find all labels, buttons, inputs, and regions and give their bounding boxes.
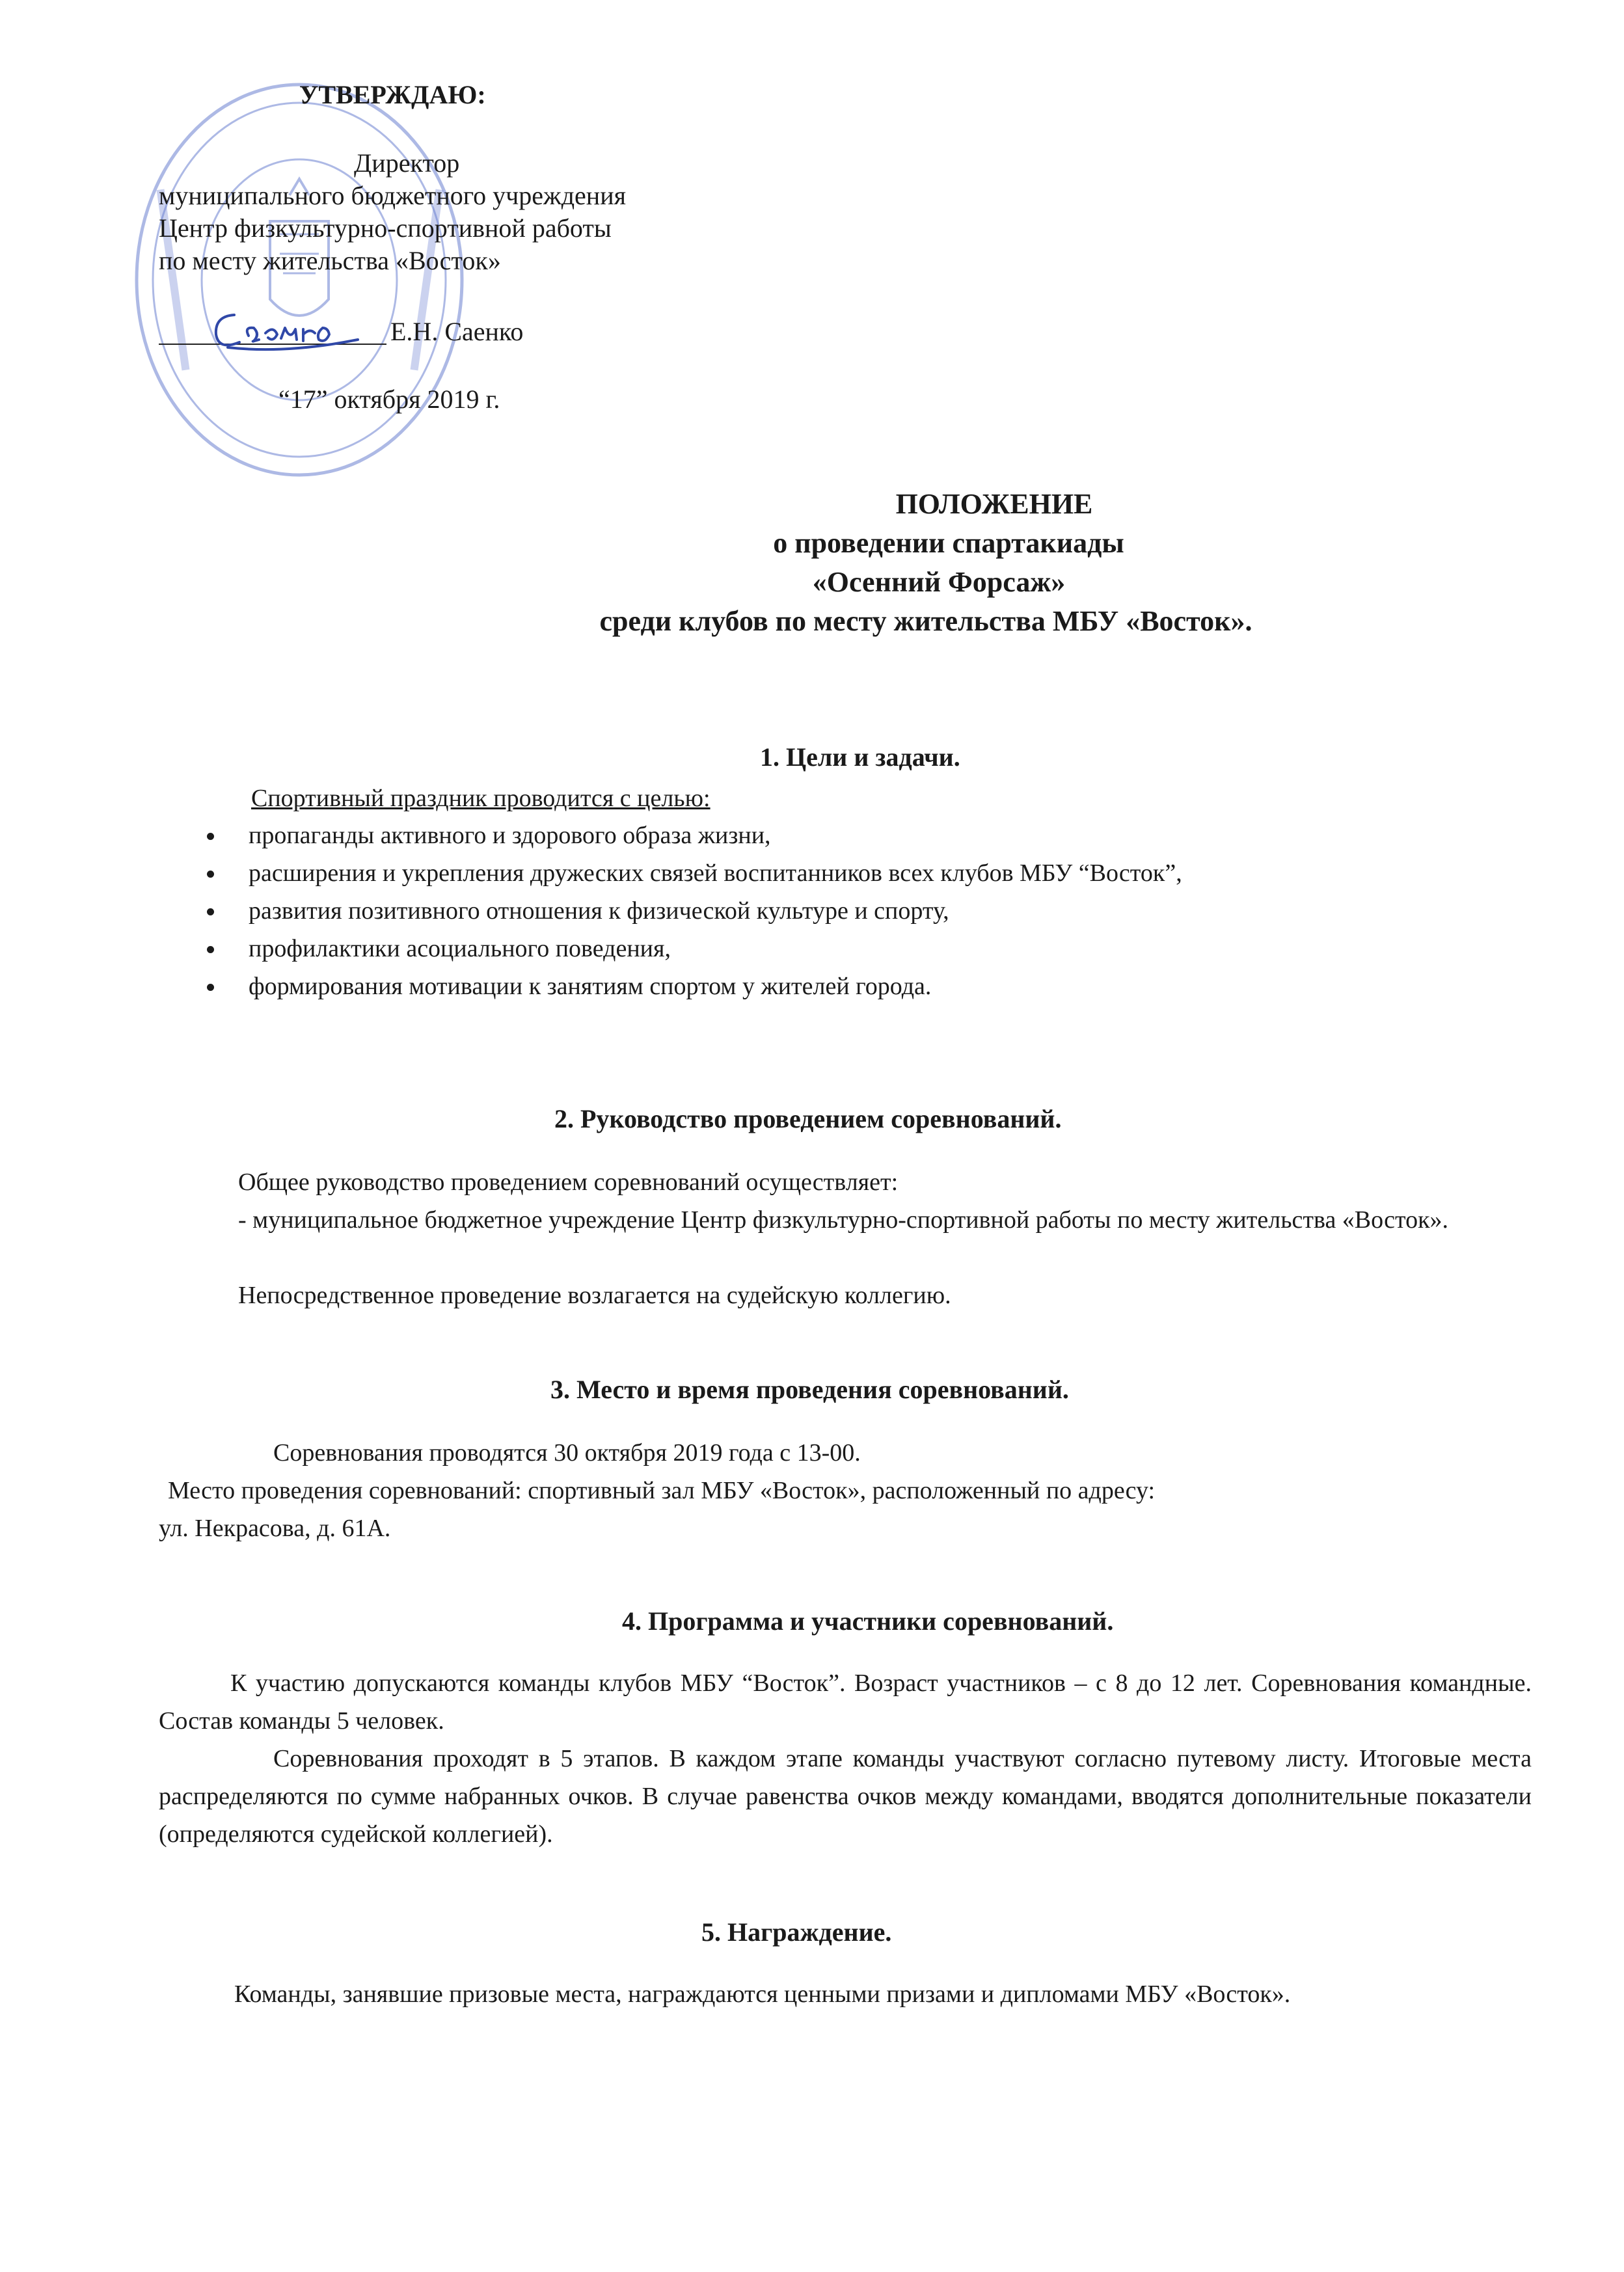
heading-line-3: «Осенний Форсаж» bbox=[812, 566, 1066, 598]
list-item: развития позитивного отношения к физической культуре и спорту, bbox=[195, 892, 1182, 930]
list-item: расширения и укрепления дружеских связей воспитанников всех клубов МБУ “Восток”, bbox=[195, 854, 1182, 892]
list-item: профилактики асоциального поведения, bbox=[195, 930, 1182, 967]
list-item: пропаганды активного и здорового образа жизни, bbox=[195, 817, 1182, 854]
approval-title: УТВЕРЖДАЮ: bbox=[299, 80, 486, 109]
approver-org-line-3: по месту жительства «Восток» bbox=[159, 246, 501, 275]
section-4-paragraph-2: Соревнования проходят в 5 этапов. В каждом этапе команды участвуют согласно путевому листу. Итоговые места распределяются по сумме набранных очков. В случае равенства очков между командами, вводятся дополнительные показатели (определяются судейской коллегией). bbox=[159, 1745, 1532, 1848]
approver-position: Директор bbox=[354, 148, 460, 178]
section-1-intro: Спортивный праздник проводится с целью: bbox=[251, 785, 710, 812]
section-3-title: 3. Место и время проведения соревнований. bbox=[550, 1375, 1069, 1404]
section-5-title: 5. Награждение. bbox=[701, 1917, 892, 1947]
section-4-title: 4. Программа и участники соревнований. bbox=[622, 1606, 1114, 1636]
section-2-paragraph-3: Непосредственное проведение возлагается на судейскую коллегию. bbox=[238, 1282, 951, 1309]
approval-date: “17” октября 2019 г. bbox=[278, 385, 500, 414]
section-1-title: 1. Цели и задачи. bbox=[760, 742, 960, 772]
signatory-name: Е.Н. Саенко bbox=[390, 317, 524, 346]
bullet-icon bbox=[207, 946, 214, 953]
bullet-icon bbox=[207, 908, 214, 915]
bullet-icon bbox=[207, 984, 214, 991]
goals-list bbox=[195, 817, 1182, 1005]
heading-line-2: о проведении спартакиады bbox=[773, 527, 1124, 559]
bullet-icon bbox=[207, 833, 214, 840]
section-3-paragraph-2: Место проведения соревнований: спортивный зал МБУ «Восток», расположенный по адресу: bbox=[168, 1477, 1156, 1504]
heading-line-4: среди клубов по месту жительства МБУ «Восток». bbox=[599, 605, 1252, 637]
section-2-paragraph-2: - муниципальное бюджетное учреждение Центр физкультурно-спортивной работы по месту жительства «Восток». bbox=[238, 1206, 1449, 1234]
section-4-paragraph-1: К участию допускаются команды клубов МБУ “Восток”. Возраст участников – с 8 до 12 лет. Соревнования командные. Состав команды 5 человек. bbox=[159, 1670, 1532, 1735]
section-3-paragraph-3: ул. Некрасова, д. 61А. bbox=[159, 1515, 391, 1542]
list-item: формирования мотивации к занятиям спортом у жителей города. bbox=[195, 967, 1182, 1005]
bullet-icon bbox=[207, 871, 214, 878]
section-3-paragraph-1: Соревнования проводятся 30 октября 2019 года с 13-00. bbox=[273, 1439, 861, 1467]
handwritten-signature bbox=[208, 302, 371, 360]
heading-line-1: ПОЛОЖЕНИЕ bbox=[895, 488, 1093, 520]
approver-org-line-1: муниципального бюджетного учреждения bbox=[159, 181, 627, 210]
section-5-paragraph-1: Команды, занявшие призовые места, награждаются ценными призами и дипломами МБУ «Восток». bbox=[234, 1981, 1291, 2008]
section-2-title: 2. Руководство проведением соревнований. bbox=[554, 1104, 1062, 1133]
approver-org-line-2: Центр физкультурно-спортивной работы bbox=[159, 213, 612, 243]
section-2-paragraph-1: Общее руководство проведением соревнований осуществляет: bbox=[238, 1169, 899, 1196]
document-heading bbox=[0, 485, 1624, 641]
